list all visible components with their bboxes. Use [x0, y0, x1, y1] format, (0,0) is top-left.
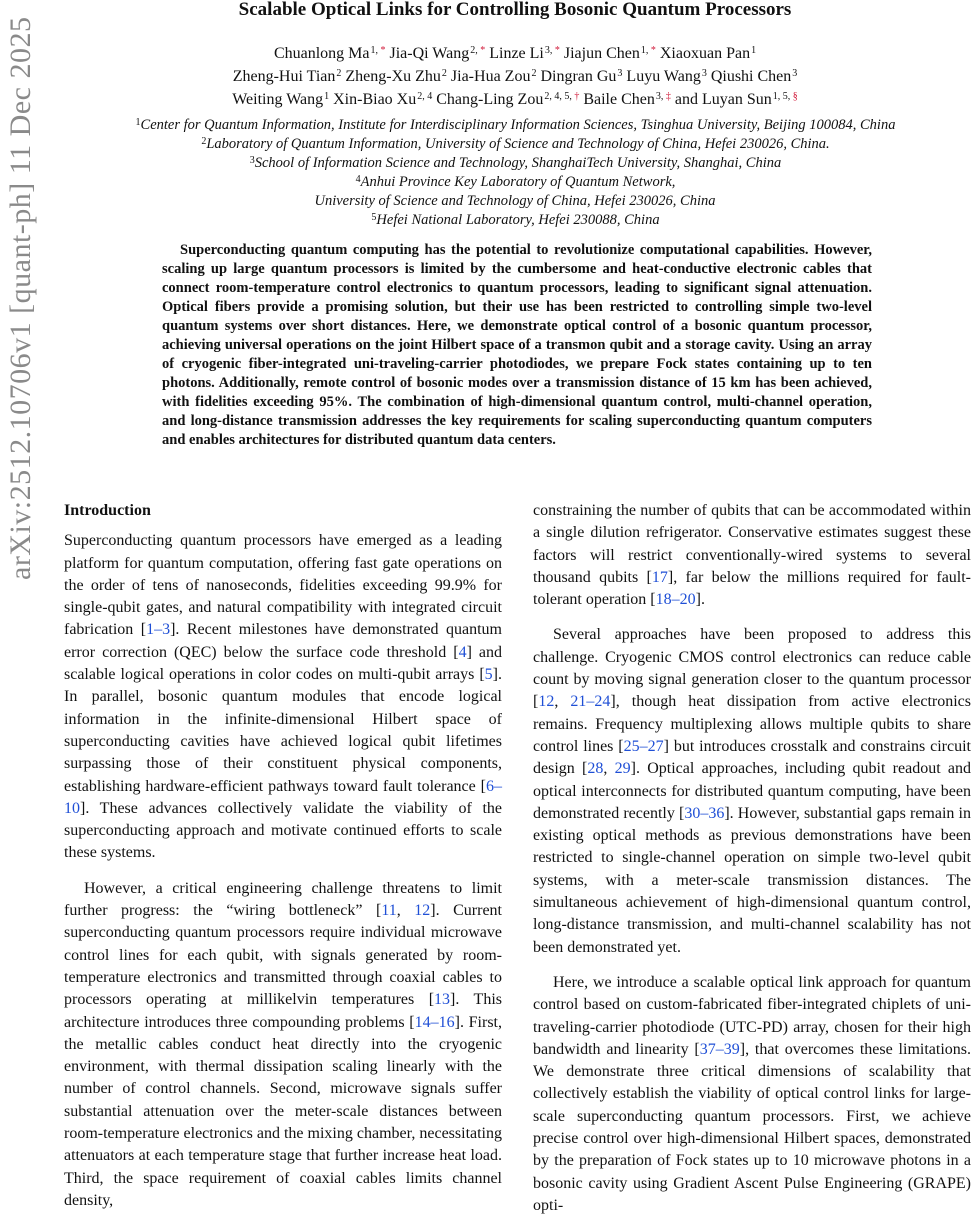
author-name: Linze Li [489, 45, 544, 62]
affiliation-line [90, 173, 940, 192]
citation-link[interactable]: 25–27 [623, 737, 664, 755]
author [675, 91, 798, 108]
paragraph-text: , [396, 902, 415, 920]
corresponding-mark[interactable]: * [377, 45, 386, 56]
author-name: Jia-Hua Zou [450, 68, 531, 85]
left-column [64, 500, 502, 1225]
paragraph-text: ]. However, substantial gaps remain in existing optical methods as previous demonstrations have been restricted to single-channel operation on simple two-level qubit systems, with a meter-scale transmission distances. The simultaneous achievement of high-dimensional quantum control, long-distance transmission, and multi-channel scalability has not been demonstrated yet. [533, 804, 971, 956]
affiliation-number: 1 [751, 45, 757, 56]
author-name: Baile Chen [583, 91, 655, 108]
citation-link[interactable]: 4 [458, 643, 467, 661]
citation-link[interactable]: 6–10 [64, 777, 502, 817]
corresponding-mark[interactable]: * [552, 45, 560, 56]
author-name: Qiushi Chen [710, 68, 792, 85]
citation-link[interactable]: 37–39 [699, 1040, 740, 1058]
author-name: Chang-Ling Zou [436, 91, 544, 108]
affiliation-line [90, 211, 940, 230]
author-name: Xiaoxuan Pan [659, 45, 751, 62]
affiliation-number: 1, [640, 45, 649, 56]
affiliation-line [90, 192, 940, 211]
citation-link[interactable]: 18–20 [655, 591, 696, 609]
author [345, 68, 447, 85]
affiliation-list [90, 116, 940, 230]
author-affiliation-mark [656, 91, 671, 102]
paragraph-text: Superconducting quantum processors have emerged as a leading platform for quantum computation, offering fast gate operations on the order of tens of nanoseconds, fidelities exceeding 99.9% for single-qubit gates, and natural compatibility with integrated circuit fabrication [ [64, 532, 502, 639]
author-affiliation-mark [336, 68, 341, 79]
author-list [120, 42, 910, 111]
affiliation-number: 5 [371, 212, 377, 223]
affiliation-number: 1 [135, 117, 141, 128]
author-name: Jiajun Chen [563, 45, 640, 62]
paragraph-text: ]. Optical approaches, including qubit readout and optical interconnects for distributed quantum computing, have been demonstrated recently [ [533, 760, 971, 822]
author-affiliation-mark [470, 45, 485, 56]
affiliation-number: 2, 4 [417, 91, 433, 102]
paragraph-text: Several approaches have been proposed to address this challenge. Cryogenic CMOS control electronics can reduce cable count by moving signal generation closer to the quantum processor [ [533, 626, 971, 711]
corresponding-mark[interactable]: § [790, 91, 798, 102]
affiliation-number: 2, [470, 45, 478, 56]
paragraph-text: However, a critical engineering challenge threatens to limit further progress: the “wiring bottleneck” [ [64, 879, 502, 920]
affiliation-number: 3, [655, 91, 664, 102]
author-name: Luyu Wang [626, 68, 701, 85]
author-name: Zheng-Hui Tian [232, 68, 336, 85]
paragraph-text: ]. These advances collectively validate the viability of the superconducting approach and motivate continued efforts to scale these systems. [64, 799, 502, 862]
affiliation-number: 3 [792, 68, 798, 79]
body-paragraph [533, 972, 971, 1217]
citation-link[interactable]: 17 [651, 568, 668, 586]
section-heading-introduction: Introduction [64, 502, 151, 519]
author [489, 45, 560, 62]
author [626, 68, 706, 85]
author-affiliation-mark [792, 68, 797, 79]
citation-link[interactable]: 12 [414, 902, 431, 920]
author-affiliation-mark [617, 68, 622, 79]
corresponding-mark[interactable]: ‡ [663, 91, 671, 102]
paragraph-text: ]. Current superconducting quantum processors require individual microwave control lines for each qubit, with signals generated by room-temperature electronics and transmitted through coaxial cables to processors operating at millikelvin temperatures [ [64, 902, 502, 1009]
citation-link[interactable]: 13 [434, 991, 451, 1009]
author [333, 91, 432, 108]
author-affiliation-mark [324, 91, 329, 102]
affiliation-text: School of Information Science and Technology, ShanghaiTech University, Shanghai, China [254, 155, 782, 171]
author-affiliation-mark [417, 91, 432, 102]
author-affiliation-mark [545, 45, 560, 56]
affiliation-number: 4 [355, 174, 361, 185]
author [540, 68, 622, 85]
citation-link[interactable]: 12 [538, 693, 555, 711]
citation-link[interactable]: 28 [587, 760, 604, 778]
affiliation-number: 3 [701, 68, 707, 79]
author [274, 45, 386, 62]
right-column [533, 500, 971, 1230]
affiliation-number: 3 [249, 155, 255, 166]
author-name: Dingran Gu [540, 68, 617, 85]
paragraph-text: ], that overcomes these limitations. We demonstrate three critical dimensions of scalability that collectively establish the viability of optical control links for large-scale superconducting quantum processors. First, we achieve precise control over high-dimensional Hilbert spaces, demonstrated by the preparation of Fock states up to 10 microwave photons in a bosonic cavity using Gradient Ascent Pulse Engineering (GRAPE) opti- [533, 1040, 971, 1214]
abstract: Superconducting quantum computing has the potential to revolutionize computational capabilities. However, scaling up large quantum processors is limited by the cumbersome and heat-conductive electronic cables that connect room-temperature control electronics to quantum processors, leading to significant signal attenuation. Optical fibers provide a promising solution, but their use has been restricted to controlling simple two-level quantum systems over short distances. Here, we demonstrate optical control of a bosonic quantum processor, achieving universal operations on the joint Hilbert space of a transmon qubit and a storage cavity. Using an array of cryogenic fiber-integrated uni-traveling-carrier photodiodes, we prepare Fock states containing up to ten photons. Additionally, remote control of bosonic modes over a transmission distance of 15 km has been achieved, with fidelities exceeding 95%. The combination of high-dimensional quantum control, multi-channel operation, and long-distance transmission addresses the key requirements for scaling superconducting quantum computers and enables architectures for distributed quantum data centers. [162, 242, 872, 448]
author [233, 68, 342, 85]
author-name: Weiting Wang [232, 91, 324, 108]
citation-link[interactable]: 14–16 [414, 1013, 455, 1031]
body-paragraph [64, 878, 502, 1212]
affiliation-text: Center for Quantum Information, Institute for Interdisciplinary Information Sciences, Tsinghua University, Beijing 100084, China [140, 117, 896, 133]
affiliation-number: 1, [370, 45, 378, 56]
affiliation-text: Anhui Province Key Laboratory of Quantum Network, [360, 174, 676, 190]
body-paragraph [64, 530, 502, 864]
arxiv-side-stamp: arXiv:2512.10706v1 [quant-ph] 11 Dec 2025 [4, 16, 37, 580]
author-name: and Luyan Sun [674, 91, 772, 108]
affiliation-number: 2 [441, 68, 447, 79]
paragraph-text: , [554, 693, 571, 711]
paragraph-text: ] but introduces crosstalk and constrains circuit design [ [533, 737, 971, 778]
citation-link[interactable]: 30–36 [684, 804, 725, 822]
paper-title: Scalable Optical Links for Controlling Bosonic Quantum Processors [238, 0, 792, 20]
paragraph-text: Here, we introduce a scalable optical link approach for quantum control based on custom-fabricated fiber-integrated chiplets of uni-traveling-carrier photodiode (UTC-PD) array, chosen for their high bandwidth and linearity [ [533, 973, 971, 1058]
affiliation-text: University of Science and Technology of China, Hefei 230026, China [314, 193, 716, 209]
affiliation-number: 1 [324, 91, 330, 102]
paragraph-text: , [603, 760, 615, 778]
author [436, 91, 579, 108]
citation-link[interactable]: 21–24 [570, 693, 611, 711]
author [232, 91, 329, 108]
paragraph-text: constraining the number of qubits that can be accommodated within a single dilution refrigerator. Conservative estimates suggest these factors will restrict conventionally-wired systems to several thousand qubits [ [533, 502, 971, 586]
corresponding-mark[interactable]: * [477, 45, 486, 56]
paragraph-text: ], though heat dissipation from active electronics remains. Frequency multiplexing allows multiple qubits to share control lines [ [533, 693, 971, 755]
body-paragraph [533, 500, 971, 611]
citation-link[interactable]: 11 [381, 902, 397, 920]
affiliation-number: 2 [531, 68, 537, 79]
author-name: Xin-Biao Xu [333, 91, 417, 108]
paragraph-text: ]. First, the metallic cables conduct heat directly into the cryogenic environment, with thermal dissipation scaling linearly with the number of control channels. Second, microwave signals suffer substantial attenuation over the meter-scale distances between room-temperature electronics and the mixing chamber, necessitating attenuators at each temperature stage that further increase heat load. Third, the space requirement of coaxial cables limits channel density, [64, 1013, 503, 1209]
paragraph-text: ]. Recent milestones have demonstrated quantum error correction (QEC) below the surface code threshold [ [64, 621, 503, 661]
author-affiliation-mark [702, 68, 707, 79]
paragraph-text: ], far below the millions required for fault-tolerant operation [ [533, 568, 971, 609]
author-affiliation-mark [751, 45, 756, 56]
affiliation-text: Laboratory of Quantum Information, University of Science and Technology of China, Hefei 230026, China. [206, 136, 830, 152]
affiliation-number: 2, 4, 5, [544, 91, 572, 102]
author-affiliation-mark [442, 68, 447, 79]
paragraph-text: ]. This architecture introduces three compounding problems [ [64, 991, 503, 1031]
author [389, 45, 485, 62]
citation-link[interactable]: 29 [614, 760, 631, 778]
author [564, 45, 656, 62]
corresponding-mark[interactable]: † [571, 91, 580, 102]
author-affiliation-mark [773, 91, 798, 102]
affiliation-line [90, 116, 940, 135]
citation-link[interactable]: 5 [484, 666, 493, 684]
affiliation-line [90, 154, 940, 173]
affiliation-number: 2 [336, 68, 342, 79]
affiliation-text: Hefei National Laboratory, Hefei 230088, China [376, 212, 660, 228]
paragraph-text: ] and scalable logical operations in color codes on multi-qubit arrays [ [64, 643, 502, 684]
author [660, 45, 756, 62]
affiliation-number: 3 [617, 68, 623, 79]
citation-link[interactable]: 1–3 [146, 621, 171, 639]
author-name: Zheng-Xu Zhu [345, 68, 441, 85]
author-name: Chuanlong Ma [273, 45, 370, 62]
author-affiliation-mark [531, 68, 536, 79]
affiliation-number: 3, [544, 45, 553, 56]
author-affiliation-mark [544, 91, 579, 102]
author-affiliation-mark [370, 45, 385, 56]
paragraph-text: ]. [695, 591, 705, 609]
author-affiliation-mark [641, 45, 656, 56]
paragraph-text: ]. In parallel, bosonic quantum modules that encode logical information in the infinite-dimensional Hilbert space of superconducting cavities have achieved logical qubit lifetimes surpassing those of their constituent physical components, establishing hardware-efficient pathways toward fault tolerance [ [64, 666, 502, 795]
body-paragraph [533, 624, 971, 958]
affiliation-number: 1, 5, [772, 91, 791, 102]
author-name: Jia-Qi Wang [389, 45, 470, 62]
author [451, 68, 537, 85]
affiliation-line [90, 135, 940, 154]
affiliation-number: 2 [201, 136, 207, 147]
corresponding-mark[interactable]: * [648, 45, 656, 56]
author [583, 91, 671, 108]
author [711, 68, 797, 85]
